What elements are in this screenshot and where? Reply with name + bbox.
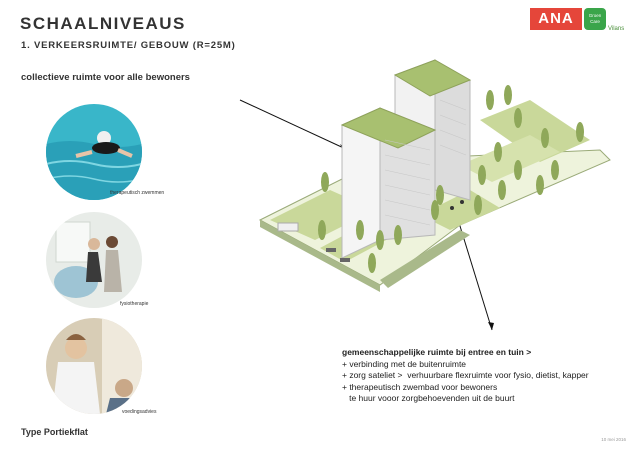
arrow-head-bottom (488, 322, 494, 330)
description-heading: gemeenschappelijke ruimte bij entree en tuin > (342, 347, 532, 357)
vilans-logo: Vilans (608, 26, 625, 32)
section-label: collectieve ruimte voor alle bewoners (21, 72, 190, 83)
swimming-photo (46, 104, 142, 200)
building-site-illustration (230, 30, 630, 340)
page-title: SCHAALNIVEAUS (20, 14, 186, 33)
nutrition-advice-photo (46, 318, 142, 414)
figure-1 (450, 206, 454, 210)
nutrition-caption: voedingsadvies (122, 409, 157, 415)
description-line: + therapeutisch zwembad voor bewoners (342, 381, 498, 392)
type-label: Type Portiekflat (21, 427, 88, 437)
bench-1 (326, 248, 336, 252)
arrow-line-top (240, 100, 348, 150)
description-line: + verbinding met de buitenruimte (342, 358, 467, 369)
swimming-caption: therapeutisch zwemmen (110, 190, 165, 196)
description-line: te huur vooor zorgbehoevenden uit de buurt (342, 393, 515, 403)
physiotherapy-caption: fysiotherapie (120, 301, 149, 307)
physiotherapy-photo (46, 212, 142, 308)
parked-car (278, 223, 298, 231)
date-label: 10 mei 2016 (601, 437, 626, 442)
bench-2 (340, 258, 350, 262)
description-line: + zorg sateliet > verhuurbare flexruimte voor fysio, dietist, kapper (342, 370, 589, 380)
figure-2 (460, 200, 464, 204)
description-block (342, 347, 589, 405)
green-care-logo: Groen Care (584, 8, 606, 30)
ana-logo: ANA (530, 8, 582, 30)
page-subtitle: 1. VERKEERSRUIMTE/ GEBOUW (R=25M) (21, 40, 236, 51)
